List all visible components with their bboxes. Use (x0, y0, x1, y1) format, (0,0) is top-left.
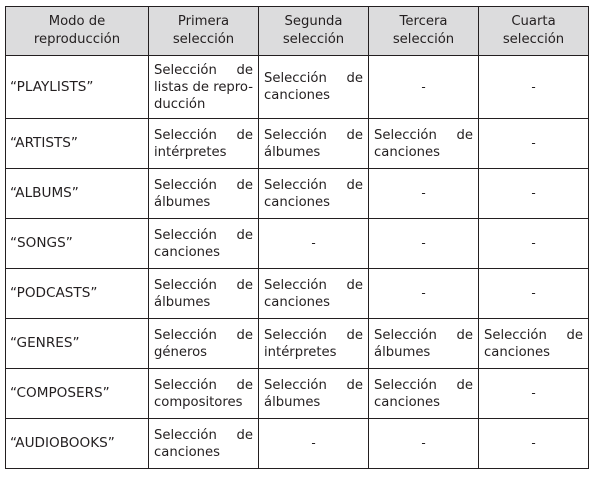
header-playback-mode: Modo de reproducción (6, 7, 149, 56)
selection-line: canciones (264, 88, 331, 103)
playback-mode-cell: “SONGS” (6, 219, 149, 269)
selection-cell (369, 319, 479, 369)
selection-line: canciones (374, 394, 441, 410)
selection-line: álbumes (264, 144, 321, 160)
selection-cell (369, 369, 479, 419)
selection-cell (259, 169, 369, 219)
selection-line: Selección de (264, 177, 363, 193)
selection-cell (149, 319, 259, 369)
selection-line: Selección de (484, 327, 583, 343)
selection-cell (149, 369, 259, 419)
selection-line: canciones (154, 444, 221, 460)
selection-line: Selección de (264, 127, 363, 143)
table-row (6, 169, 589, 219)
selection-line: Selección de (154, 62, 253, 78)
selection-line: álbumes (264, 394, 321, 410)
selection-cell (259, 269, 369, 319)
selection-line: ducción (154, 96, 206, 112)
empty-selection-cell: - (369, 419, 479, 469)
table-row (6, 369, 589, 419)
selection-cell (149, 419, 259, 469)
selection-line: canciones (484, 344, 551, 360)
table-row (6, 56, 589, 119)
selection-line: intérpretes (264, 344, 337, 360)
table-row (6, 119, 589, 169)
table-header (6, 7, 589, 56)
playback-mode-cell: “ARTISTS” (6, 119, 149, 169)
selection-line: géneros (154, 344, 208, 360)
selection-line: Selección de (154, 427, 253, 443)
header-second-selection: Segunda selección (259, 7, 369, 56)
empty-selection-cell: - (479, 56, 589, 119)
selection-cell (149, 169, 259, 219)
playback-mode-cell: “PLAYLISTS” (6, 56, 149, 119)
header-first-selection: Primera selección (149, 7, 259, 56)
selection-line: canciones (264, 294, 331, 310)
empty-selection-cell: - (369, 56, 479, 119)
playback-mode-table (5, 6, 589, 469)
empty-selection-cell: - (369, 269, 479, 319)
selection-line: álbumes (374, 344, 431, 360)
playback-mode-cell: “ALBUMS” (6, 169, 149, 219)
empty-selection-cell: - (479, 219, 589, 269)
selection-line: Selección de (374, 327, 473, 343)
selection-line: canciones (154, 244, 221, 260)
selection-line: Selección de (374, 377, 473, 393)
selection-cell (479, 319, 589, 369)
selection-cell (259, 369, 369, 419)
table-row (6, 269, 589, 319)
selection-cell (149, 219, 259, 269)
selection-line: Selección de (154, 227, 253, 243)
selection-line: Selección de (154, 377, 253, 393)
playback-mode-cell: “AUDIOBOOKS” (6, 419, 149, 469)
empty-selection-cell: - (479, 369, 589, 419)
header-row (6, 7, 589, 56)
selection-cell (149, 56, 259, 119)
selection-line: Selección de (154, 277, 253, 293)
empty-selection-cell: - (369, 169, 479, 219)
playback-mode-cell: “PODCASTS” (6, 269, 149, 319)
selection-cell (149, 119, 259, 169)
empty-selection-cell: - (259, 419, 369, 469)
selection-line: Selección de (154, 327, 253, 343)
table-row (6, 219, 589, 269)
empty-selection-cell: - (479, 269, 589, 319)
selection-line: Selección de (264, 71, 363, 86)
selection-line: canciones (374, 144, 441, 160)
playback-mode-cell: “COMPOSERS” (6, 369, 149, 419)
playback-mode-cell: “GENRES” (6, 319, 149, 369)
selection-line: Selección de (374, 127, 473, 143)
selection-line: Selección de (154, 177, 253, 193)
selection-cell (259, 119, 369, 169)
selection-line: compositores (154, 394, 243, 410)
table-row (6, 419, 589, 469)
empty-selection-cell: - (369, 219, 479, 269)
selection-cell (259, 319, 369, 369)
playback-mode-table-container (5, 6, 588, 469)
selection-cell (259, 56, 369, 119)
empty-selection-cell: - (479, 419, 589, 469)
selection-line: Selección de (264, 377, 363, 393)
empty-selection-cell: - (479, 119, 589, 169)
empty-selection-cell: - (479, 169, 589, 219)
selection-line: Selección de (264, 277, 363, 293)
empty-selection-cell: - (259, 219, 369, 269)
header-third-selection: Tercera selección (369, 7, 479, 56)
selection-line: álbumes (154, 294, 211, 310)
header-fourth-selection: Cuarta selección (479, 7, 589, 56)
table-body (6, 56, 589, 469)
selection-line: álbumes (154, 194, 211, 210)
selection-cell (149, 269, 259, 319)
selection-line: listas de repro- (154, 79, 254, 95)
selection-line: Selección de (264, 327, 363, 343)
selection-line: intérpretes (154, 144, 227, 160)
selection-line: canciones (264, 194, 331, 210)
selection-line: Selección de (154, 127, 253, 143)
table-row (6, 319, 589, 369)
selection-cell (369, 119, 479, 169)
